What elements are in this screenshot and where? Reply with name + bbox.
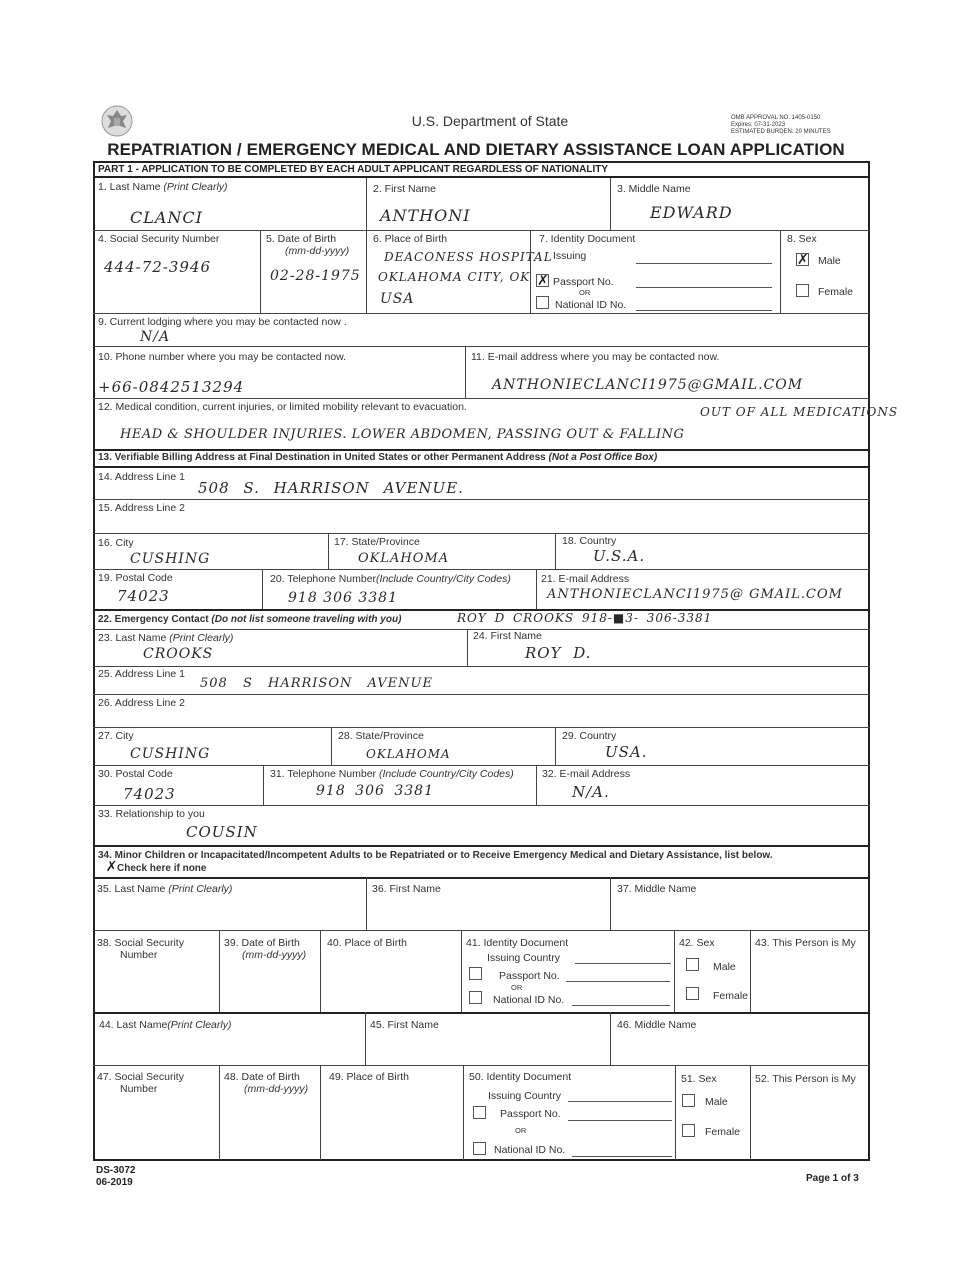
label-national-id: National ID No.	[555, 299, 627, 311]
divider	[610, 178, 611, 230]
divider	[263, 765, 264, 805]
divider	[219, 930, 220, 1012]
label-ec-email: 32. E-mail Address	[542, 768, 631, 780]
divider	[93, 230, 870, 231]
label-dep2-first-name: 45. First Name	[370, 1019, 439, 1031]
divider	[260, 230, 261, 313]
label-dep1-male: Male	[713, 961, 736, 973]
divider	[750, 930, 751, 1012]
label-dep2-dob: 48. Date of Birth	[224, 1071, 300, 1083]
divider	[93, 449, 870, 451]
state-value[interactable]: OKLAHOMA	[358, 551, 450, 566]
divider	[328, 533, 329, 569]
divider	[366, 178, 367, 230]
dep1-male-checkbox[interactable]	[686, 958, 699, 971]
ec-relationship-value[interactable]: COUSIN	[186, 823, 258, 841]
email-value[interactable]: ANTHONIECLANCI1975@GMAIL.COM	[492, 377, 804, 393]
label-relationship: 33. Relationship to you	[98, 808, 205, 820]
label-ec-city: 27. City	[98, 730, 134, 742]
divider	[93, 569, 870, 570]
place-of-birth-line3[interactable]: USA	[380, 291, 415, 307]
label-dep2-place-of-birth: 49. Place of Birth	[329, 1071, 409, 1083]
label-dep1-first-name: 36. First Name	[372, 883, 441, 895]
divider	[93, 1065, 870, 1066]
divider	[93, 805, 870, 806]
label-dep2-dob-hint: (mm-dd-yyyy)	[244, 1083, 309, 1095]
dep1-passport-checkbox[interactable]	[469, 967, 482, 980]
label-dob: 5. Date of Birth	[266, 233, 337, 245]
country-value[interactable]: U.S.A.	[593, 547, 646, 565]
label-dep1-ssn: 38. Social Security	[97, 937, 184, 949]
label-ec-telephone: 31. Telephone Number (Include Country/City Codes)	[270, 768, 514, 780]
form-number: DS-3072	[96, 1165, 136, 1176]
label-dep1-issuing-country: Issuing Country	[487, 952, 560, 964]
divider	[93, 727, 870, 728]
divider	[463, 1065, 464, 1160]
place-of-birth-line2[interactable]: OKLAHOMA CITY, OK	[378, 270, 531, 284]
label-dep2-national-id: National ID No.	[494, 1144, 566, 1156]
label-ec-last-name: 23. Last Name (Print Clearly)	[98, 632, 234, 644]
dep2-national-id-checkbox[interactable]	[473, 1142, 486, 1155]
divider	[93, 694, 870, 695]
divider	[750, 1065, 751, 1160]
divider	[331, 727, 332, 765]
label-ec-first-name: 24. First Name	[473, 630, 542, 642]
page-number: Page 1 of 3	[806, 1173, 859, 1184]
label-country: 18. Country	[562, 535, 617, 547]
dob-value[interactable]: 02-28-1975	[270, 268, 361, 284]
divider	[366, 877, 367, 930]
label-dep2-issuing-country: Issuing Country	[488, 1090, 561, 1102]
label-dep2-ssn-number: Number	[120, 1083, 158, 1095]
dep2-male-checkbox[interactable]	[682, 1094, 695, 1107]
label-lodging: 9. Current lodging where you may be contacted now .	[98, 316, 347, 328]
passport-input[interactable]	[636, 287, 772, 288]
label-dep1-passport: Passport No.	[499, 970, 560, 982]
label-dep1-or: OR	[511, 983, 523, 992]
divider	[320, 1065, 321, 1160]
ec-first-name-value[interactable]: ROY D.	[525, 644, 592, 662]
label-telephone: 20. Telephone Number(Include Country/City Codes)	[270, 573, 511, 585]
divider	[93, 346, 870, 347]
place-of-birth-line1[interactable]: DEACONESS HOSPITAL	[384, 250, 553, 264]
label-dep1-female: Female	[713, 990, 749, 1002]
agency-name: U.S. Department of State	[411, 113, 569, 129]
divider	[467, 629, 468, 666]
label-ec-address2: 26. Address Line 2	[98, 697, 185, 709]
divider	[536, 765, 537, 805]
label-city: 16. City	[98, 537, 134, 549]
label-dep2-relationship: 52. This Person is My	[755, 1073, 856, 1085]
label-medical: 12. Medical condition, current injuries, or limited mobility relevant to evacuation.	[98, 401, 467, 413]
label-dep2-female: Female	[705, 1126, 741, 1138]
label-dep1-identity-document: 41. Identity Document	[466, 937, 569, 949]
checked-x-icon: ✗	[537, 273, 549, 289]
divider	[93, 499, 870, 500]
sex-female-checkbox[interactable]	[796, 284, 809, 297]
label-dep2-identity-document: 50. Identity Document	[469, 1071, 572, 1083]
lodging-value[interactable]: N/A	[140, 329, 171, 345]
label-dep2-or: OR	[515, 1126, 527, 1135]
middle-name-value[interactable]: EDWARD	[650, 203, 733, 222]
label-postal: 19. Postal Code	[98, 572, 173, 584]
label-dep1-middle-name: 37. Middle Name	[617, 883, 697, 895]
telephone-value[interactable]: 918 306 3381	[288, 590, 398, 606]
label-issuing: Issuing	[553, 250, 587, 262]
ec-city-value[interactable]: CUSHING	[130, 746, 211, 762]
label-identity-document: 7. Identity Document	[539, 233, 636, 245]
divider	[93, 845, 870, 847]
label-middle-name: 3. Middle Name	[617, 183, 691, 195]
label-sex: 8. Sex	[787, 233, 817, 245]
omb-burden: ESTIMATED BURDEN: 20 MINUTES	[731, 129, 831, 135]
divider	[219, 1065, 220, 1160]
divider	[610, 877, 611, 930]
omb-approval	[731, 115, 831, 136]
label-dep1-place-of-birth: 40. Place of Birth	[327, 937, 407, 949]
divider	[780, 230, 781, 313]
label-place-of-birth: 6. Place of Birth	[373, 233, 448, 245]
form-id	[96, 1165, 135, 1189]
label-address1: 14. Address Line 1	[98, 471, 185, 483]
dep1-national-id-input[interactable]	[572, 1005, 670, 1006]
issuing-input[interactable]	[636, 263, 772, 264]
label-check-if-none: Check here if none	[117, 863, 207, 874]
label-dep1-dob: 39. Date of Birth	[224, 937, 300, 949]
dep1-female-checkbox[interactable]	[686, 987, 699, 1000]
dep2-passport-checkbox[interactable]	[473, 1106, 486, 1119]
label-phone: 10. Phone number where you may be contacted now.	[98, 351, 347, 363]
checked-x-icon: ✗	[105, 859, 118, 875]
emergency-contact-value[interactable]: ROY D CROOKS 918-■3- 306-3381	[457, 611, 713, 625]
ssn-value[interactable]: 444-72-3946	[104, 258, 212, 276]
omb-number: OMB APPROVAL NO. 1405-0150	[731, 115, 821, 121]
label-dep2-sex: 51. Sex	[681, 1073, 717, 1085]
divider	[93, 666, 870, 667]
national-id-input[interactable]	[636, 310, 772, 311]
divider	[93, 313, 870, 314]
postal-value[interactable]: 74023	[117, 587, 170, 605]
label-ec-address1: 25. Address Line 1	[98, 668, 185, 680]
dep2-issuing-country-input[interactable]	[568, 1101, 672, 1102]
divider	[366, 230, 367, 313]
email2-value[interactable]: ANTHONIECLANCI1975@ GMAIL.COM	[547, 587, 843, 602]
label-ssn: 4. Social Security Number	[98, 233, 220, 245]
label-dep1-ssn-number: Number	[120, 949, 158, 961]
divider	[93, 398, 870, 399]
divider	[365, 1012, 366, 1065]
label-male: Male	[818, 255, 841, 267]
divider	[93, 877, 870, 879]
label-female: Female	[818, 286, 854, 298]
divider	[262, 569, 263, 609]
label-dep2-passport: Passport No.	[500, 1108, 561, 1120]
first-name-value[interactable]: ANTHONI	[380, 206, 471, 225]
divider	[610, 1012, 611, 1065]
ec-postal-value[interactable]: 74023	[123, 785, 176, 803]
divider	[674, 930, 675, 1012]
label-billing-address: 13. Verifiable Billing Address at Final Destination in United States or other Permanent Address (Not a Post Office Box)	[98, 452, 658, 463]
medical-value[interactable]: HEAD & SHOULDER INJURIES. LOWER ABDOMEN, PASSING OUT & FALLING	[120, 427, 685, 442]
divider	[675, 1065, 676, 1160]
ec-country-value[interactable]: USA.	[605, 743, 648, 761]
label-dep1-relationship: 43. This Person is My	[755, 937, 856, 949]
divider	[93, 765, 870, 766]
label-ec-postal: 30. Postal Code	[98, 768, 173, 780]
form-date: 06-2019	[96, 1177, 133, 1188]
divider	[465, 346, 466, 398]
divider	[93, 533, 870, 534]
label-emergency-contact: 22. Emergency Contact (Do not list someone traveling with you)	[98, 614, 402, 625]
dep1-national-id-checkbox[interactable]	[469, 991, 482, 1004]
label-dep2-middle-name: 46. Middle Name	[617, 1019, 697, 1031]
dep2-passport-input[interactable]	[568, 1120, 672, 1121]
dep1-issuing-country-input[interactable]	[575, 963, 671, 964]
label-dob-hint: (mm-dd-yyyy)	[285, 245, 350, 257]
dep1-passport-input[interactable]	[566, 981, 670, 982]
label-last-name: 1. Last Name (Print Clearly)	[98, 181, 228, 193]
label-email2: 21. E-mail Address	[541, 573, 630, 585]
phone-value[interactable]: +66-0842513294	[98, 378, 245, 396]
medical-extra-value[interactable]: OUT OF ALL MEDICATIONS	[700, 405, 899, 419]
divider	[461, 930, 462, 1012]
label-passport: Passport No.	[553, 276, 614, 288]
ec-phone-value[interactable]: 918 306 3381	[316, 783, 434, 799]
address1-value[interactable]: 508 S. HARRISON AVENUE.	[198, 479, 464, 497]
divider	[536, 569, 537, 609]
label-dep1-last-name: 35. Last Name (Print Clearly)	[97, 883, 233, 895]
divider	[93, 466, 870, 468]
label-first-name: 2. First Name	[373, 183, 437, 195]
divider	[93, 930, 870, 931]
passport-checkbox[interactable]	[536, 274, 549, 287]
last-name-value[interactable]: CLANCI	[130, 208, 203, 227]
sex-male-checkbox[interactable]	[796, 253, 809, 266]
divider	[555, 533, 556, 569]
national-id-checkbox[interactable]	[536, 296, 549, 309]
divider	[320, 930, 321, 1012]
divider	[93, 1012, 870, 1014]
ec-state-value[interactable]: OKLAHOMA	[366, 747, 451, 761]
label-state: 17. State/Province	[334, 536, 420, 548]
label-dep1-sex: 42. Sex	[679, 937, 715, 949]
label-dep2-ssn: 47. Social Security	[97, 1071, 184, 1083]
label-dep2-male: Male	[705, 1096, 728, 1108]
label-dep2-last-name: 44. Last Name(Print Clearly)	[99, 1019, 232, 1031]
label-ec-state: 28. State/Province	[338, 730, 424, 742]
dep2-female-checkbox[interactable]	[682, 1124, 695, 1137]
divider	[555, 727, 556, 765]
part1-heading: PART 1 - APPLICATION TO BE COMPLETED BY EACH ADULT APPLICANT REGARDLESS OF NATIONALITY	[93, 161, 870, 178]
label-or: OR	[579, 288, 591, 297]
label-address2: 15. Address Line 2	[98, 502, 185, 514]
label-minor-children: 34. Minor Children or Incapacitated/Incompetent Adults to be Repatriated or to Receive Emergency Medical and Dietary Assistance, list below.	[98, 850, 773, 861]
omb-expires: Expires: 07-31-2023	[731, 122, 786, 128]
dep2-national-id-input[interactable]	[572, 1156, 672, 1157]
ec-email-value[interactable]: N/A.	[572, 783, 610, 801]
label-dep1-national-id: National ID No.	[493, 994, 565, 1006]
label-email: 11. E-mail address where you may be contacted now.	[471, 351, 720, 363]
ec-last-name-value[interactable]: CROOKS	[143, 646, 214, 662]
label-ec-country: 29. Country	[562, 730, 617, 742]
label-dep1-dob-hint: (mm-dd-yyyy)	[242, 949, 307, 961]
form-title: REPATRIATION / EMERGENCY MEDICAL AND DIETARY ASSISTANCE LOAN APPLICATION	[107, 140, 845, 159]
checked-x-icon: ✗	[797, 252, 809, 268]
city-value[interactable]: CUSHING	[130, 551, 211, 567]
ec-address1-value[interactable]: 508 S HARRISON AVENUE	[200, 676, 433, 691]
